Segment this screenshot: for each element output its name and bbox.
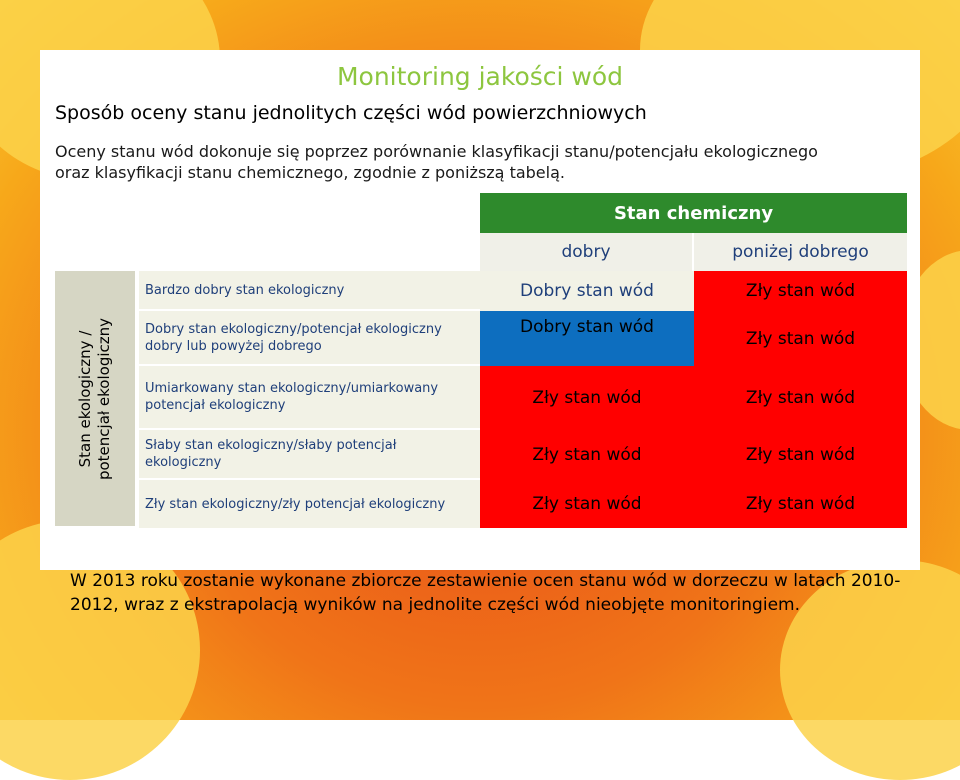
cell-below: Zły stan wód xyxy=(694,311,907,366)
chem-status-header: Stan chemiczny xyxy=(480,193,907,233)
table-corner xyxy=(55,193,480,271)
slide-title: Monitoring jakości wód xyxy=(336,62,624,91)
footer-note: W 2013 roku zostanie wykonane zbiorcze zestawienie ocen stanu wód w dorzeczu w latach 2010-2012, wraz z ekstrapolacją wyników na jednolite części wód nieobjęte monitoringiem. xyxy=(70,571,901,615)
cell-good: Dobry stan wód xyxy=(480,271,694,311)
cell-good: Dobry stan wód xyxy=(480,311,694,366)
row-label: Zły stan ekologiczny/zły potencjał ekologiczny xyxy=(139,480,480,528)
eco-header-line2: potencjał ekologiczny xyxy=(95,317,113,480)
cell-good: Zły stan wód xyxy=(480,480,694,528)
slide-subtitle: Sposób oceny stanu jednolitych części wód powierzchniowych xyxy=(55,102,647,124)
cell-below: Zły stan wód xyxy=(694,366,907,430)
cell-below: Zły stan wód xyxy=(694,430,907,480)
row-label: Słaby stan ekologiczny/słaby potencjał ekologiczny xyxy=(139,430,480,480)
cell-good: Zły stan wód xyxy=(480,430,694,480)
intro-text: Oceny stanu wód dokonuje się poprzez porównanie klasyfikacji stanu/potencjału ekologicznego oraz klasyfikacji stanu chemicznego, zgodnie z poniższą tabelą. xyxy=(55,142,818,182)
row-label: Bardzo dobry stan ekologiczny xyxy=(139,271,480,311)
cell-below: Zły stan wód xyxy=(694,271,907,311)
chem-col-below: poniżej dobrego xyxy=(694,233,907,271)
row-label: Umiarkowany stan ekologiczny/umiarkowany potencjał ekologiczny xyxy=(139,366,480,430)
cell-good: Zły stan wód xyxy=(480,366,694,430)
chem-col-good: dobry xyxy=(480,233,694,271)
eco-status-header xyxy=(55,271,135,526)
cell-below: Zły stan wód xyxy=(694,480,907,528)
eco-header-line1: Stan ekologiczny / xyxy=(76,330,94,467)
row-label: Dobry stan ekologiczny/potencjał ekologiczny dobry lub powyżej dobrego xyxy=(139,311,480,366)
